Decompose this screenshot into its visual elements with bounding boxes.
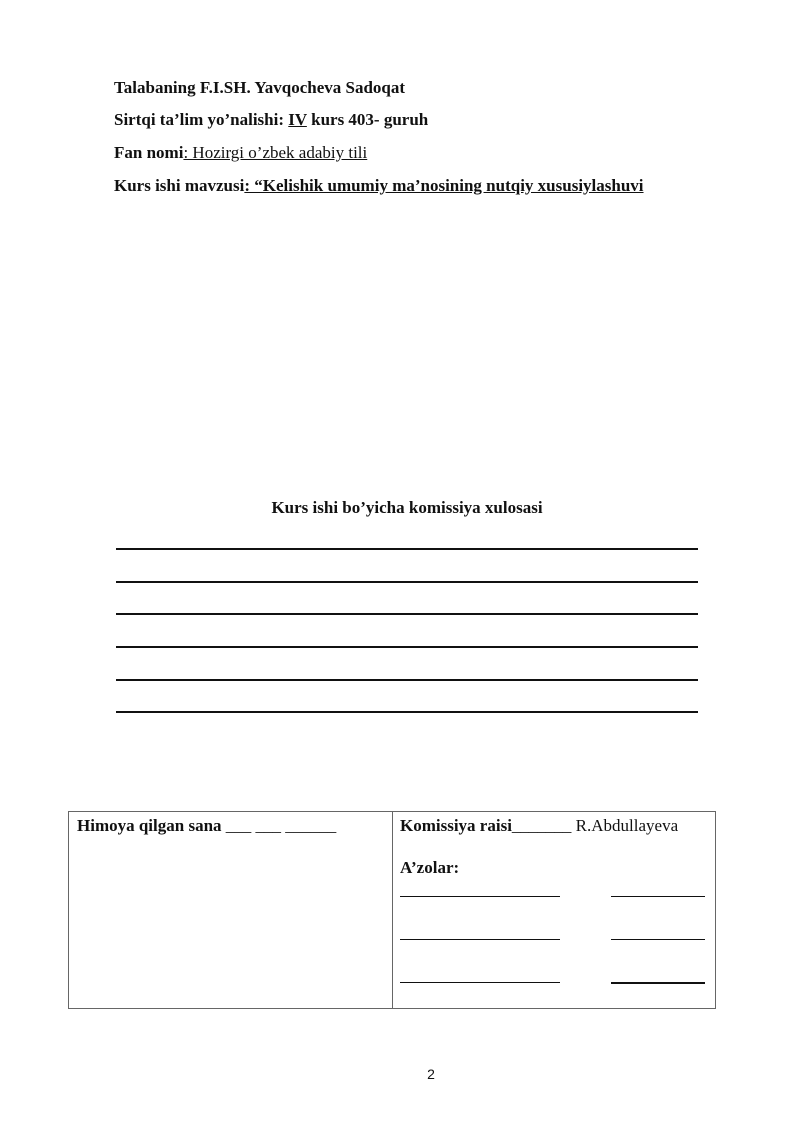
defense-date-label: Himoya qilgan sana [77,816,222,835]
member-signature-line [611,982,705,984]
members-label: A’zolar: [400,858,460,877]
direction-label: Sirtqi ta’lim yo’nalishi: [114,110,285,129]
conclusion-title: Kurs ishi bo’yicha komissiya xulosasi [271,498,543,517]
member-name-line [400,982,560,983]
student-name-line [114,78,405,98]
conclusion-blank-line [116,711,698,713]
chair-blank: _______ [511,816,572,835]
subject-value: : Hozirgi o’zbek adabiy tili [183,143,368,162]
defense-date-blanks: ___ ___ ______ [225,816,337,835]
subject-line [114,143,367,163]
topic-label: Kurs ishi mavzusi [114,176,245,195]
course-number: IV [288,110,307,129]
student-label: Talabaning F.I.SH. [114,78,251,97]
topic-line [114,176,644,196]
conclusion-blank-line [116,581,698,583]
defense-date-cell [77,816,336,836]
conclusion-blank-line [116,679,698,681]
conclusion-blank-line [116,646,698,648]
member-name-line [400,896,560,897]
member-signature-line [611,896,705,897]
page-number: 2 [427,1066,435,1082]
chair-label: Komissiya raisi [400,816,512,835]
member-signature-line [611,939,705,940]
chair-cell [400,816,678,836]
course-group: kurs 403- guruh [311,110,429,129]
table-divider [392,812,393,1008]
subject-label: Fan nomi [114,143,184,162]
chair-name: R.Abdullayeva [575,816,679,835]
signature-table [68,811,716,1009]
conclusion-blank-line [116,548,698,550]
topic-value: : “Kelishik umumiy ma’nosining nutqiy xususiylashuvi [244,176,644,195]
member-name-line [400,939,560,940]
conclusion-blank-line [116,613,698,615]
direction-line [114,110,428,130]
student-name: Yavqocheva Sadoqat [254,78,406,97]
